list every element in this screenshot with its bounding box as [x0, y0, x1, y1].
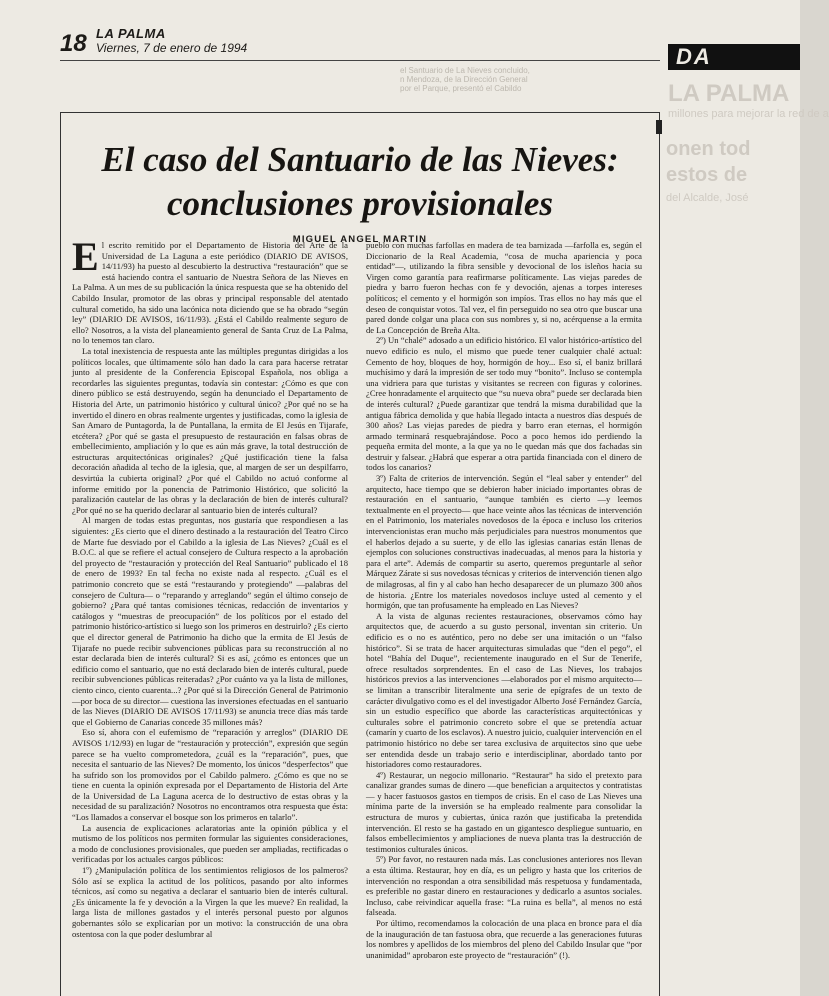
paragraph: 1º) ¿Manipulación política de los sentimientos religiosos de los palmeros? Sólo así se explica la actitud de los políticos, pasando por alto informes técnicos, así como su negativa a declarar el santuario bien de interés cultural. ¿Es únicamente la fe y devoción a la Virgen la que les mueve? En realidad, la larga lista de millones gastados y el interés personal puesto por algunos gobernantes sólo se explicarían por un motivo: la construcción de una obra ostentosa con la que poder deslumbrar al — [72, 865, 348, 939]
article-column-right — [366, 240, 642, 992]
paragraph: 2º) Un “chalé” adosado a un edificio histórico. El valor histórico-artístico del nuevo edificio es nulo, el mismo que puede tener cualquier chalé actual: Cemento de hoy, bloques de hoy, hormigón de hoy... Eso sí, el baniz brillará muchísimo y dará la impresión de ser todo muy “bonito”. Incluso se contempla una vidriera para que turistas y visitantes se recreen con figuras y colorines. ¿Cree honradamente el arquitecto que “su nueva obra” puede ser declarada bien de interés cultural? ¿Puede garantizar que tendrá la misma durabilidad que la antigua fábrica demolida y que había llegado intacta a nuestros días después de 300 años? Las viejas paredes de piedra y barro eran eternas, el hormigón armado terminará resquebrajándose. Poco a poco hemos ido perdiendo la pequeña ermita del monte, a la que ya no le quedan más que dos fachadas sin destruir y falsear. ¿Habrá que esperar a otra partida financiada con el dinero de todos los canarios? — [366, 335, 642, 473]
paragraph: La total inexistencia de respuesta ante las múltiples preguntas dirigidas a los políticos locales, que últimamente sólo han dado la cara para hacerse retratar junto al presidente de la Conferencia Episcopal Española, nos obliga a recordarles las siguientes preguntas, todavía sin contestar: ¿Cómo es que con dinero público se está destruyendo, según ha denunciado el Departamento de Historia del Arte, un patrimonio histórico y cultural único? ¿Por qué no se ha invertido el dinero en obras realmente urgentes y justificadas, como la iglesia de San Amaro de Puntagorda, la de Puntallana, la ermita de El Jesús en Tijarafe, etcétera? ¿Por qué se gasta el presupuesto de restauración en falsas obras de embellecimiento, ampliación y lo que es aún más grave, la total destrucción de estructuras arquitectónicas originales? ¿Qué justificación tiene la falsa decoración añadida al techo de la iglesia, que, al margen de ser un despilfarro, desvirtúa la cubierta original? ¿Por qué el Cabildo no actuó conforme al informe emitido por la ponencia de Patrimonio Histórico, que solicitó la paralización cautelar de las obras y la declaración de bien de interés cultural? ¿Por qué no se ha querido declarar al santuario bien de interés cultural? — [72, 345, 348, 515]
paragraph-text: l escrito remitido por el Departamento de Historia del Arte de la Universidad de La Laguna a este periódico (DIARIO DE AVISOS, 14/11/93) ha puesto al descubierto la destructiva “restauración” que se está haciendo contra el santuario de Nuestra Señora de las Nieves en La Palma. A un mes de su publicación la única respuesta que se ha obtenido del Cabildo Insular, promotor de las obras y principal responsable del atentado cultural cometido, ha sido una lacónica nota diciendo que se ha obrado “según ley” (DIARIO DE AVISOS, 16/11/93). ¿Está el Cabildo realmente seguro de ello? Nosotros, a la vista del planeamiento general de Santa Cruz de La Palma, no lo tenemos tan claro. — [72, 240, 348, 346]
bleedthrough-top — [400, 60, 660, 110]
paragraph: Eso sí, ahora con el eufemismo de “reparación y arreglos” (DIARIO DE AVISOS 1/12/93) en lugar de “restauración y protección”, expresión que según parece se ha vuelto comprometedora, ¿cuál es la “reparación”, pues, que necesita el santuario de las Nieves? De momento, los únicos “desperfectos” que ha sufrido son los promovidos por el Cabildo palmero. ¿Cómo es que no se tiene en cuenta la opinión expresada por el Departamento de Historia del Arte de la Universidad de La Laguna acerca de lo destructivo de estas obras y la necesidad de su paralización? Nosotros no encontramos otra respuesta que ésta: “Los llamados a conservar el bosque son los primeros en talarlo”. — [72, 727, 348, 823]
paragraph: Por último, recomendamos la colocación de una placa en bronce para el día de la inauguración de tan fastuosa obra, que recuerde a las generaciones futuras los nombres y apellidos de los miembros del pleno del Cabildo Insular que “por unanimidad” aprobaron este proyecto de “restauración” (!). — [366, 918, 642, 960]
bleedthrough-heading: onen tod — [666, 138, 751, 160]
paragraph: 5º) Por favor, no restauren nada más. Las conclusiones anteriores nos llevan a esta última. Restaurar, hoy en día, es un peligro y hasta que los criterios de intervención no respondan a otra sensibilidad más respetuosa y fundamentada, es preferible no gastar dinero en restauraciones y dedicarlo a asuntos sociales. Incluso, cabe reivindicar aquella frase: “La ruina es bella”, al menos no está falseada. — [366, 854, 642, 918]
bleedthrough-right — [662, 130, 800, 230]
bleedthrough-line: del Alcalde, José — [666, 192, 749, 204]
article-headline — [70, 138, 650, 226]
bleedthrough-line: millones para mejorar la red de a — [668, 108, 829, 120]
bleedthrough-side — [668, 76, 829, 136]
paragraph: 3º) Falta de criterios de intervención. Según el “leal saber y entender” del arquitecto, hace tiempo que se debieron haber iniciado importantes obras de restauración en el santuario, “aunque también es cierto —y leemos textualmente en el proyecto— que hace veinte años las técnicas de intervención en el Patrimonio, los materiales novedosos de la época e incluso los criterios intervencionistas eran mucho más perjudiciales para nuestros monumentos que el haberlos dejado a su suerte, y de ello las iglesias canarias están llenas de ejemplos con soluciones constructivas inadecuadas, al menos para la historia y para el arte”. Además de compartir su aserto, queremos preguntarle al señor Márquez Zárate si sus novedosas técnicas y criterios de intervención tienen algo de milagrosas, al fin y al cabo han hecho desaparecer de un plumazo 300 años de historia. ¿Entre los materiales novedosos incluye usted al cemento y el hormigón, que tan profusamente ha empleado en Las Nieves? — [366, 473, 642, 611]
paragraph — [72, 234, 348, 346]
paragraph: pueblo con muchas farfollas en madera de tea barnizada —farfolla es, según el Diccionario de la Real Academia, “cosa de mucha apariencia y poca entidad”—, utilizando la fibra sensible y devocional de los isleños hacia su Virgen como garantía para reafirmarse políticamente. Las viejas paredes de piedra y barro fueron hechas con fe y devoción, ajenas a torpes intereses políticos; el cemento y el hormigón son impíos. Tras ellos no hay más que el deseo de conquistar votos. Tal vez, el fin perseguido no sea otro que buscar una pared donde colgar una placa con sus nombres y, si no, acérquense a la ermita de La Concepción de Breña Alta. — [366, 240, 642, 335]
bleedthrough-line: n Mendoza, de la Dirección General — [400, 75, 528, 84]
article-column-left — [72, 234, 348, 992]
bleedthrough-heading: estos de — [666, 164, 748, 186]
paragraph: Al margen de todas estas preguntas, nos gustaría que respondiesen a las siguientes: ¿Es cierto que el dinero destinado a la restauración del Teatro Circo de Marte fue desviado por el Cabildo a la iglesia de Las Nieves? ¿Cuál es el B.O.C. al que se refiere el actual consejero de Cultura respecto a la aprobación del proyecto de “restauración y protección del Real Santuario” publicado el 18 de enero de 1993? En tal fecha no existe nada al respecto. ¿Cuál es el patrimonio concreto que se está “restaurando y protegiendo” —palabras del consejero de Cultura— o “reparando y arreglando” según el último consejo de gobierno? ¿Para qué tantas comisiones técnicas, redacción de inventarios y catálogos y “muestras de preocupación” de los políticos por el estado del patrimonio histórico-artístico si luego son los primeros en destruirlo? ¿Es cierto que el director general de Patrimonio ha dicho que la ermita de El Jesús de Tijarafe no puede recibir subvenciones públicas para su reconstrucción al no estar declarada bien de interés cultural? Si es así, ¿cómo es entonces que un edificio como el santuario, que no está declarado bien de interés cultural, puede recibir subvenciones públicas reiteradas? ¿Por cuánto va ya la lista de millones, ciento cinco, ciento cuarenta...? ¿Por qué si la Dirección General de Patrimonio —por boca de su director— cuestiona las inversiones efectuadas en el santuario de las Nieves (DIARIO DE AVISOS 17/11/93) se anuncia trece días más tarde que el Gobierno de Canarias concede 35 millones más? — [72, 515, 348, 727]
paragraph: 4º) Restaurar, un negocio millonario. “Restaurar” ha sido el pretexto para canalizar grandes sumas de dinero —que benefician a arquitectos y contratistas— y hacer fastuosos gastos en tiempos de crisis. En el caso de Las Nieves una mínima parte de la inversión se ha empleado realmente para consolidar la estructura de muros y cubiertas, única razón que justificaba la pretendida intervención. El resto se ha gastado en un gigantesco despliegue suntuario, en falsos embellecimientos y ampliaciones de nueva planta tras la destrucción de testimonios culturales únicos. — [366, 769, 642, 854]
headline-line-1: El caso del Santuario de las Nieves: — [101, 140, 619, 179]
bleedthrough-line: el Santuario de La Nieves concluido, — [400, 66, 530, 75]
paragraph: La ausencia de explicaciones aclaratorias ante la opinión pública y el mutismo de los políticos nos permiten formular las siguientes consideraciones, a modo de conclusiones provisionales, que pueden ser ampliadas, rectificadas o verificadas por los actuales cargos públicos: — [72, 822, 348, 865]
headline-line-2: conclusiones provisionales — [166, 184, 553, 223]
byline: MIGUEL ANGEL MARTIN — [292, 234, 428, 245]
section-name: LA PALMA — [96, 26, 166, 41]
bleedthrough-text — [400, 66, 660, 93]
bleedthrough-line: por el Parque, presentó el Cabildo — [400, 84, 522, 93]
issue-date: Viernes, 7 de enero de 1994 — [96, 41, 248, 55]
newspaper-logo: DA — [668, 44, 800, 70]
page-number: 18 — [60, 30, 87, 57]
paragraph: A la vista de algunas recientes restauraciones, observamos cómo hay arquitectos que, de acuerdo a su gusto personal, inventan sin criterio. Un edificio es o no es auténtico, pero no debe ser una imitación o un “falso histórico”. Si se trata de hacer arquitecturas simuladas que “den el pego”, el hotel “Bahía del Duque”, recientemente inaugurado en el Sur de Tenerife, ofrece resultados sorprendentes. En el caso de Las Nieves, los trabajos históricos previos a las intervenciones —elaborados por el mismo arquitecto— se limitan a transcribir literalmente una serie de epígrafes de un texto de carácter divulgativo como es el del investigador Alberto José Fernández García, sin un estudio específico que aborde las características arquitectónicas y culturales sobre el patrimonio concreto sobre el que se pretendía actuar (camarín y cuarto de los esclavos). A nuestro juicio, cualquier intervención en el patrimonio histórico no debe ser tarea exclusiva de arquitectos sino que uebe ser entendida desde un trabajo serio e interdisciplinar, abordado tanto por historiadores como restauradores. — [366, 610, 642, 770]
drop-cap: E — [72, 234, 99, 279]
bleedthrough-heading: LA PALMA — [668, 80, 790, 107]
